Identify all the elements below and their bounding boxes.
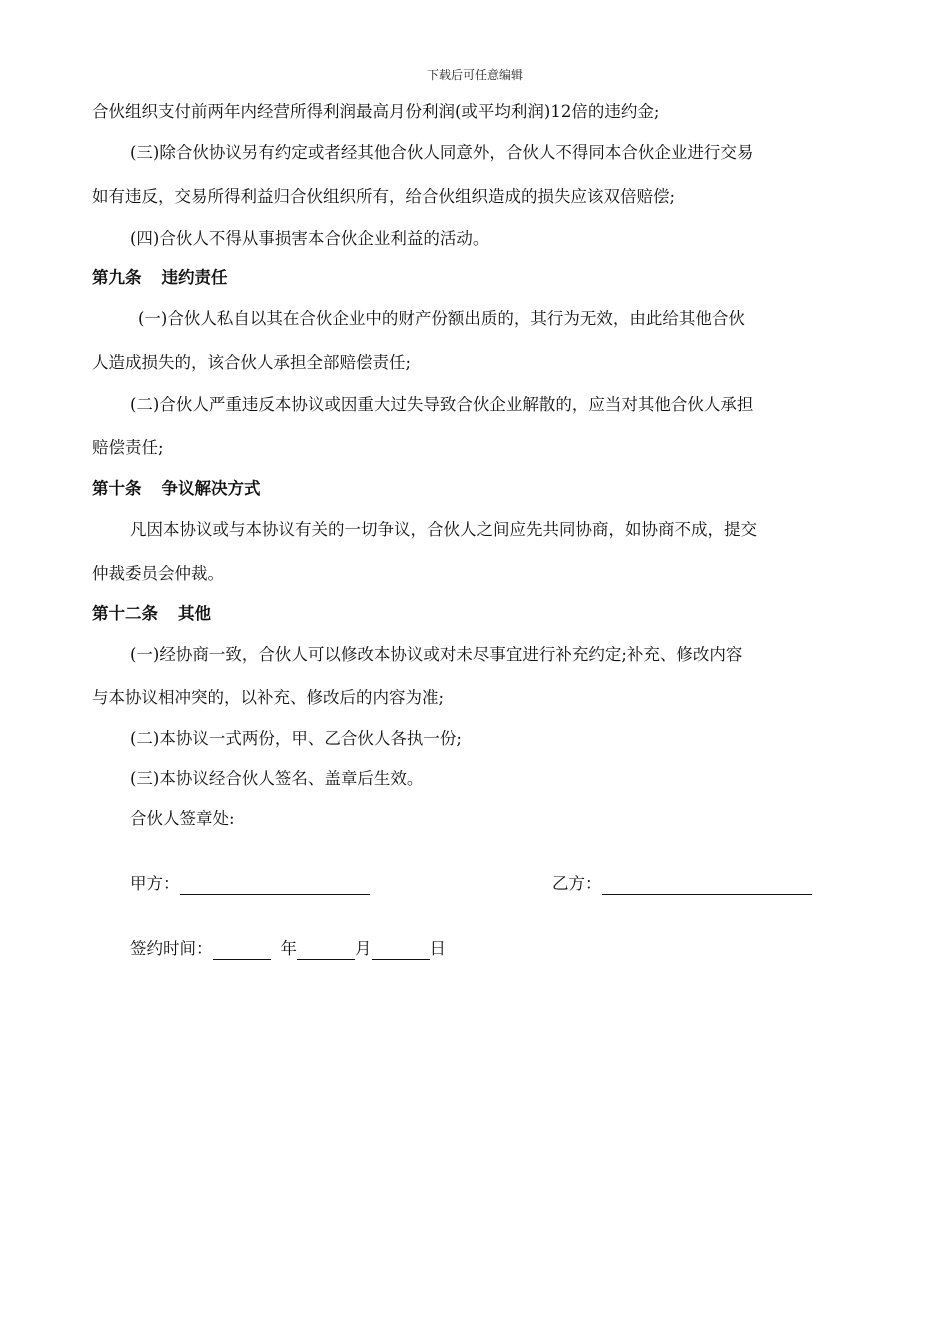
paragraph-line: 如有违反，交易所得利益归合伙组织所有，给合伙组织造成的损失应该双倍赔偿; bbox=[92, 187, 676, 206]
article-title: 争议解决方式 bbox=[161, 479, 261, 498]
party-a-signature bbox=[130, 873, 370, 895]
paragraph-line: (一)合伙人私自以其在合伙企业中的财产份额出质的，其行为无效，由此给其他合伙 bbox=[138, 309, 745, 328]
paragraph-line: (三)除合伙协议另有约定或者经其他合伙人同意外，合伙人不得同本合伙企业进行交易 bbox=[130, 143, 754, 162]
party-b-signature-field[interactable] bbox=[602, 876, 812, 895]
month-field[interactable] bbox=[297, 941, 355, 960]
paragraph-line: (三)本协议经合伙人签名、盖章后生效。 bbox=[130, 769, 424, 788]
party-a-signature-field[interactable] bbox=[180, 876, 370, 895]
date-label: 签约时间： bbox=[130, 939, 213, 958]
article-number: 第十二条 bbox=[92, 604, 158, 623]
article-number: 第十条 bbox=[92, 479, 142, 498]
paragraph-line: 合伙组织支付前两年内经营所得利润最高月份利润(或平均利润)12倍的违约金; bbox=[92, 102, 660, 121]
paragraph-line: 与本协议相冲突的，以补充、修改后的内容为准; bbox=[92, 688, 445, 707]
paragraph-line: 人造成损失的，该合伙人承担全部赔偿责任; bbox=[92, 353, 412, 372]
article-title: 违约责任 bbox=[161, 268, 228, 287]
paragraph-line: (二)本协议一式两份，甲、乙合伙人各执一份; bbox=[130, 729, 462, 748]
paragraph-line: (一)经协商一致，合伙人可以修改本协议或对未尽事宜进行补充约定;补充、修改内容 bbox=[130, 645, 743, 664]
party-b-label: 乙方： bbox=[552, 874, 602, 893]
paragraph-line: 赔偿责任; bbox=[92, 438, 164, 457]
day-field[interactable] bbox=[372, 941, 430, 960]
article-number: 第九条 bbox=[92, 268, 142, 287]
month-label: 月 bbox=[355, 939, 372, 958]
paragraph-line: 仲裁委员会仲裁。 bbox=[92, 564, 224, 583]
party-b-signature bbox=[552, 873, 812, 895]
paragraph-line: (四)合伙人不得从事损害本合伙企业利益的活动。 bbox=[130, 229, 490, 248]
paragraph-line: 凡因本协议或与本协议有关的一切争议，合伙人之间应先共同协商，如协商不成，提交 bbox=[130, 520, 757, 539]
header-note: 下载后可任意编辑 bbox=[426, 68, 523, 82]
party-a-label: 甲方： bbox=[130, 874, 180, 893]
signing-date bbox=[130, 938, 446, 960]
article-12-heading bbox=[92, 603, 862, 625]
day-label: 日 bbox=[429, 939, 446, 958]
article-9-heading bbox=[92, 267, 862, 289]
article-title: 其他 bbox=[178, 604, 211, 623]
paragraph-line: (二)合伙人严重违反本协议或因重大过失导致合伙企业解散的，应当对其他合伙人承担 bbox=[130, 395, 754, 414]
paragraph-line: 合伙人签章处: bbox=[130, 809, 235, 828]
year-label: 年 bbox=[280, 939, 297, 958]
article-10-heading bbox=[92, 478, 862, 500]
year-field[interactable] bbox=[213, 941, 271, 960]
